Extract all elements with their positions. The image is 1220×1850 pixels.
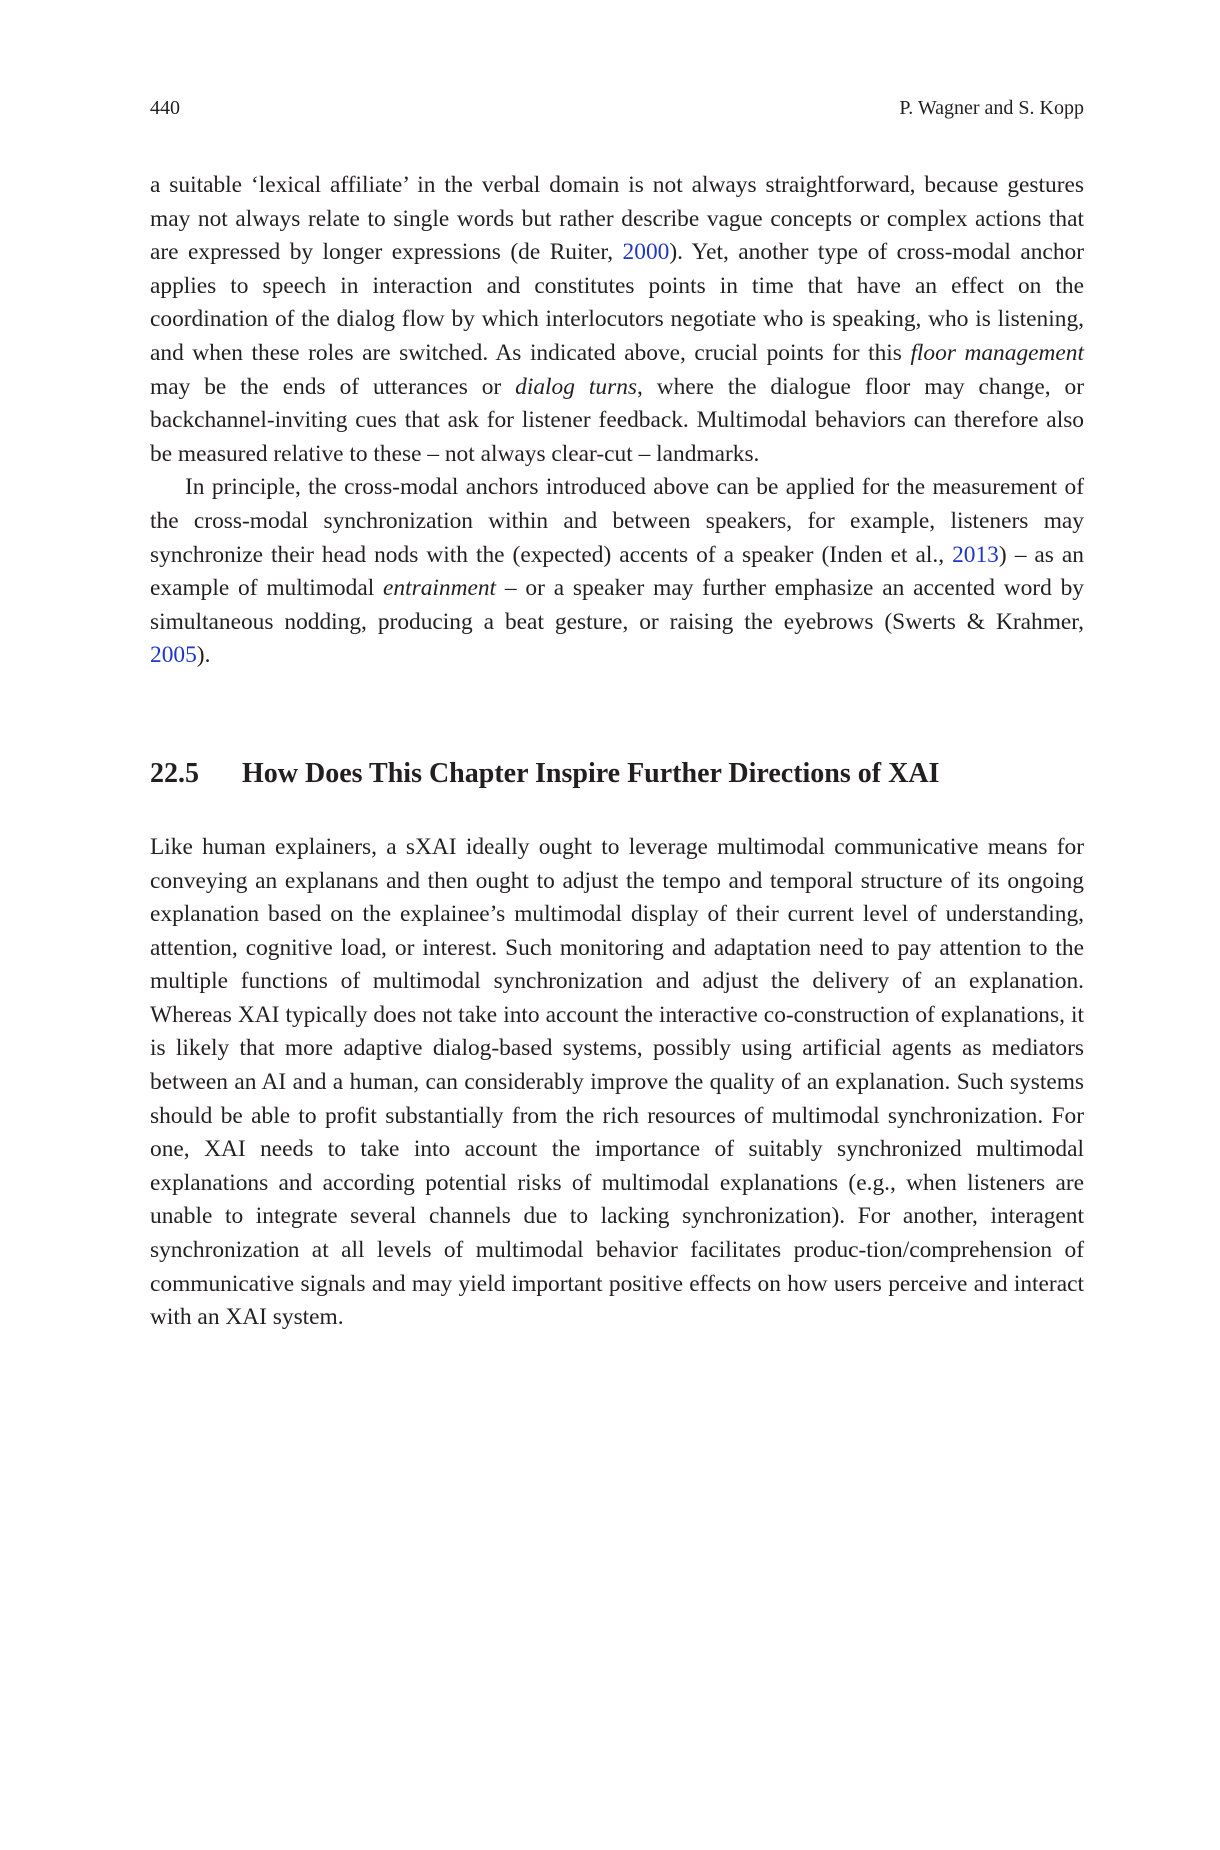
page-number: 440 <box>150 97 180 119</box>
page <box>150 96 1084 1335</box>
paragraph-1-text-a: a suitable ‘lexical affiliate’ in the verbal domain is not always straightforward, because gestures may not always relate to single words but rather describe vague concepts or complex actions that are expressed by longer expressions (de Ruiter, <box>150 172 1084 266</box>
section-heading <box>150 754 1084 794</box>
paragraph-2-text-c: – or a speaker may further emphasize an accented word by simultaneous nodding, producing a beat gesture, or raising the eyebrows (Swerts & Krahmer, <box>150 575 1084 635</box>
paragraph-1-text-c: may be the ends of utterances or <box>150 373 516 400</box>
paragraph-1-text-d: , where the dialogue floor may change, or backchannel-inviting cues that ask for listener feedback. Multimodal behaviors can therefore also be measured relative to these – not always clear-cut – landmarks. <box>150 373 1084 467</box>
citation-link-de-ruiter-2000[interactable]: 2000 <box>622 239 670 266</box>
paragraph-1 <box>150 169 1084 471</box>
term-dialog-turns: dialog turns <box>515 373 637 400</box>
paragraph-2 <box>150 471 1084 673</box>
term-entrainment: entrainment <box>383 575 497 602</box>
paragraph-3: Like human explainers, a sXAI ideally ought to leverage multimodal communicative means for conveying an explanans and then ought to adjust the tempo and temporal structure of its ongoing explanation based on the explainee’s multimodal display of their current level of understanding, attention, cognitive load, or interest. Such monitoring and adaptation need to pay attention to the multiple functions of multimodal synchronization and adjust the delivery of an explanation. Whereas XAI typically does not take into account the interactive co-construction of explanations, it is likely that more adaptive dialog-based systems, possibly using artificial agents as mediators between an AI and a human, can considerably improve the quality of an explanation. Such systems should be able to profit substantially from the rich resources of multimodal synchronization. For one, XAI needs to take into account the importance of suitably synchronized multimodal explanations and according potential risks of multimodal explanations (e.g., when listeners are unable to integrate several channels due to lacking synchronization). For another, interagent synchronization at all levels of multimodal behavior facilitates produc-tion/comprehension of communicative signals and may yield important positive effects on how users perceive and interact with an XAI system. <box>150 833 1084 1331</box>
running-head <box>150 96 1084 120</box>
section-title: How Does This Chapter Inspire Further Directions of XAI <box>242 757 940 789</box>
paragraph-1-text-b: ). Yet, another type of cross-modal anchor applies to speech in interaction and constitutes points in time that have an effect on the coordination of the dialog flow by which interlocutors negotiate who is speaking, who is listening, and when these roles are switched. As indicated above, crucial points for this <box>150 239 1084 366</box>
section-number: 22.5 <box>150 757 199 789</box>
paragraph-2-text-a: In principle, the cross-modal anchors introduced above can be applied for the measurement of the cross-modal synchronization within and between speakers, for example, listeners may synchronize their head nods with the (expected) accents of a speaker (Inden et al., <box>150 474 1084 568</box>
citation-link-swerts-krahmer-2005[interactable]: 2005 <box>150 642 197 669</box>
paragraph-2-text-b: ) – as an example of multimodal <box>150 541 1085 602</box>
running-head-authors: P. Wagner and S. Kopp <box>899 97 1084 119</box>
paragraph-2-text-d: ). <box>196 642 211 669</box>
term-floor-management: floor management <box>910 339 1084 366</box>
citation-link-inden-2013[interactable]: 2013 <box>952 541 999 568</box>
